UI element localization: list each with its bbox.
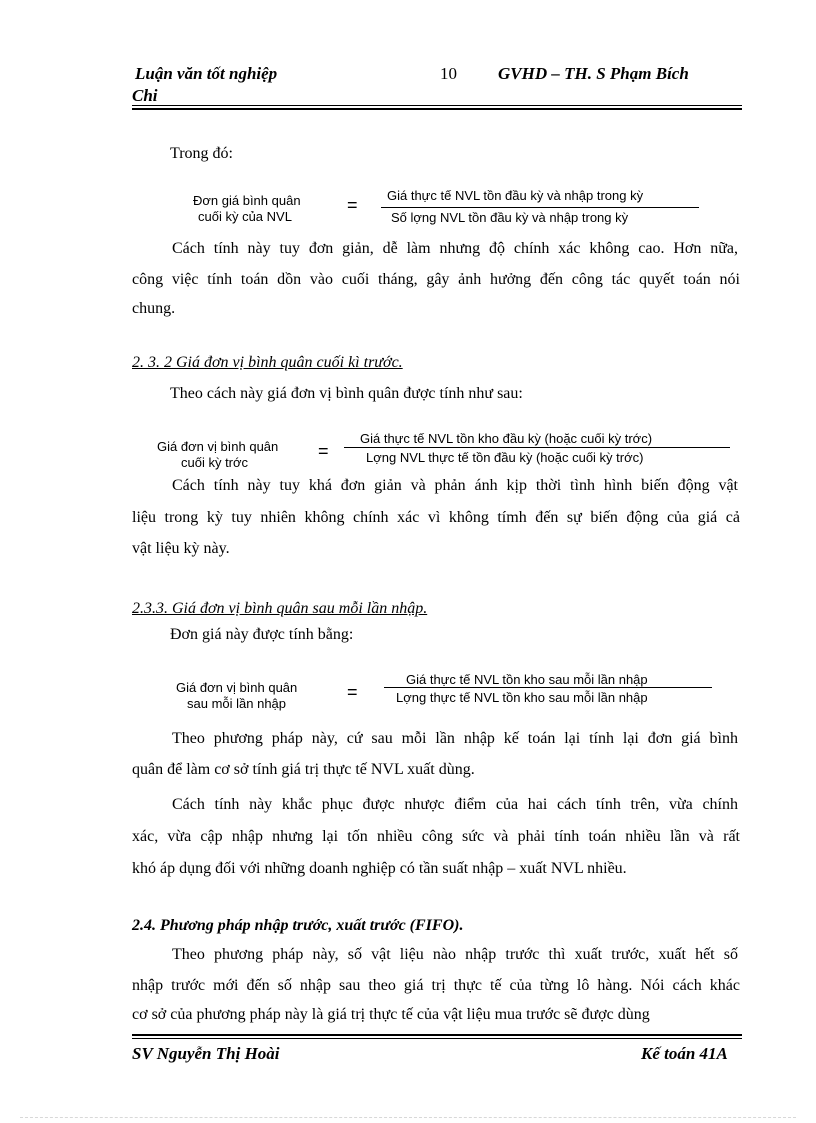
formula1-lhs-line1: Đơn giá bình quân	[193, 193, 301, 208]
formula1-denominator: Số lợng NVL tồn đầu kỳ và nhập trong kỳ	[391, 210, 629, 225]
formula3-fraction-bar	[384, 687, 712, 688]
header-title-continuation: Chi	[132, 86, 158, 105]
section-2-3-3-intro: Đơn giá này được tính bằng:	[170, 626, 354, 643]
para5-line2: nhập trước mới đến số nhập sau theo giá trị thực tế của từng lô hàng. Nói cách khác	[132, 977, 740, 994]
header-title: Luận văn tốt nghiệp	[135, 64, 278, 83]
header-advisor: GVHD – TH. S Phạm Bích	[498, 64, 689, 83]
formula2-numerator: Giá thực tế NVL tồn kho đầu kỳ (hoặc cuối kỳ trớc)	[360, 431, 653, 446]
footer-rule-thin	[132, 1038, 742, 1039]
para5-line1: Theo phương pháp này, số vật liệu nào nhập trước thì xuất trước, xuất hết số	[172, 946, 738, 963]
footer-rule-thick	[132, 1034, 742, 1036]
header-rule-thick	[132, 108, 742, 110]
formula3-lhs-line2: sau mỗi lần nhập	[187, 696, 287, 711]
formula1-lhs-line2: cuối kỳ của NVL	[198, 209, 292, 224]
formula1-numerator: Giá thực tế NVL tồn đầu kỳ và nhập trong kỳ	[387, 188, 644, 203]
formula2-denominator: Lợng NVL thực tế tồn đầu kỳ (hoặc cuối kỳ trớc)	[366, 450, 644, 465]
para2-line3: vật liệu kỳ này.	[132, 540, 230, 557]
para4-line3: khó áp dụng đối với những doanh nghiệp có tần suất nhập – xuất NVL nhiều.	[132, 860, 627, 877]
formula2-fraction-bar	[344, 447, 730, 448]
formula2-equals: =	[318, 441, 329, 461]
para1-line1: Cách tính này tuy đơn giản, dễ làm nhưng độ chính xác không cao. Hơn nữa,	[172, 240, 738, 257]
para1-line2: công việc tính toán dồn vào cuối tháng, gây ảnh hưởng đến công tác quyết toán nói	[132, 271, 740, 288]
section-2-3-2-intro: Theo cách này giá đơn vị bình quân được tính như sau:	[170, 385, 523, 402]
formula1-fraction-bar	[381, 207, 699, 208]
section-heading-2-3-2: 2. 3. 2 Giá đơn vị bình quân cuối kì trước.	[132, 354, 403, 371]
page-number: 10	[440, 64, 457, 83]
formula3-denominator: Lợng thực tế NVL tồn kho sau mỗi lần nhập	[396, 690, 648, 705]
page-bottom-edge	[20, 1117, 796, 1118]
footer-student: SV Nguyễn Thị Hoài	[132, 1044, 280, 1063]
para4-line1: Cách tính này khắc phục được nhược điểm của hai cách tính trên, vừa chính	[172, 796, 738, 813]
intro-label: Trong đó:	[170, 145, 233, 162]
para3-line1: Theo phương pháp này, cứ sau mỗi lần nhập kế toán lại tính lại đơn giá bình	[172, 730, 738, 747]
section-heading-2-3-3: 2.3.3. Giá đơn vị bình quân sau mỗi lần nhập.	[132, 600, 428, 617]
para5-line3: cơ sở của phương pháp này là giá trị thực tế của vật liệu mua trước sẽ được dùng	[132, 1006, 650, 1023]
formula3-numerator: Giá thực tế NVL tồn kho sau mỗi lần nhập	[406, 672, 648, 687]
header-rule-thin	[132, 105, 742, 106]
formula3-equals: =	[347, 682, 358, 702]
para1-line3: chung.	[132, 300, 176, 317]
formula2-lhs-line1: Giá đơn vị bình quân	[157, 439, 279, 454]
formula2-lhs-line2: cuối kỳ trớc	[181, 455, 249, 470]
formula1-equals: =	[347, 195, 358, 215]
section-heading-2-4: 2.4. Phương pháp nhập trước, xuất trước (FIFO).	[132, 917, 464, 934]
para3-line2: quân để làm cơ sở tính giá trị thực tế NVL xuất dùng.	[132, 761, 475, 778]
formula3-lhs-line1: Giá đơn vị bình quân	[176, 680, 298, 695]
footer-class: Kế toán 41A	[641, 1044, 728, 1063]
para4-line2: xác, vừa cập nhập nhưng lại tốn nhiều công sức và phải tính toán nhiều lần và rất	[132, 828, 740, 845]
para2-line2: liệu trong kỳ tuy nhiên không chính xác vì không tímh đến sự biến động của giá cả	[132, 509, 740, 526]
para2-line1: Cách tính này tuy khá đơn giản và phản ánh kịp thời tình hình biến động vật	[172, 477, 738, 494]
